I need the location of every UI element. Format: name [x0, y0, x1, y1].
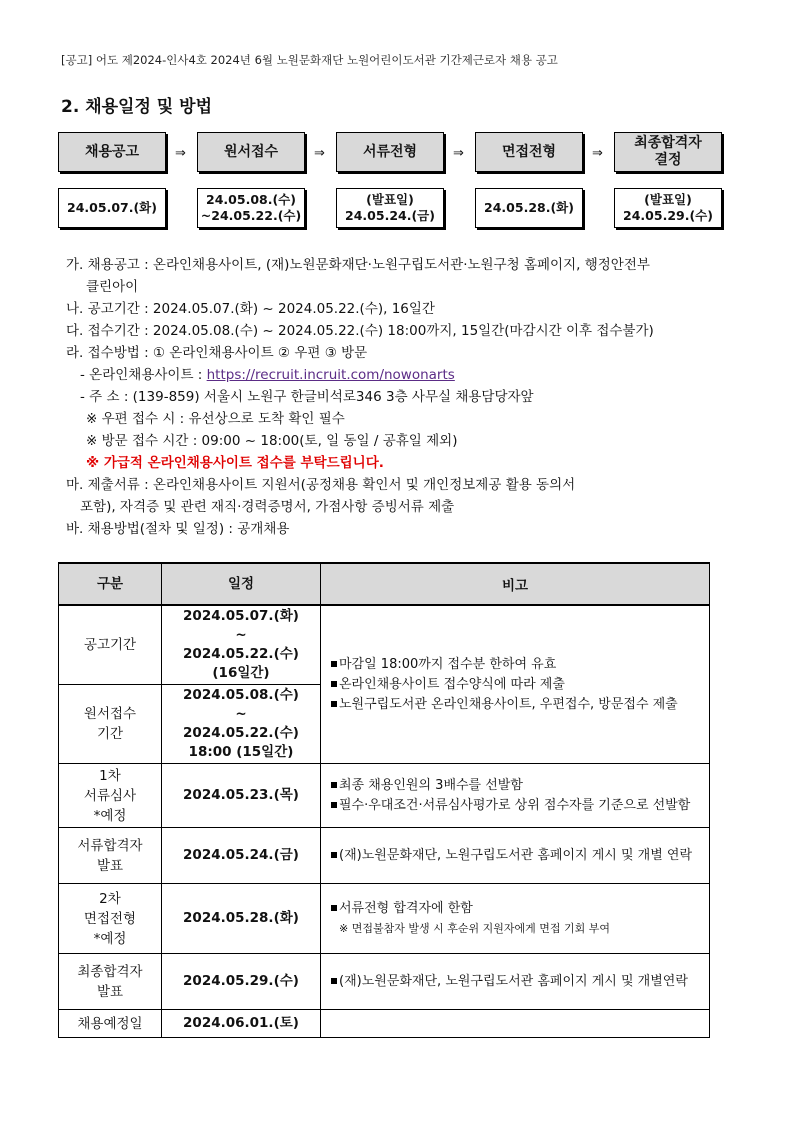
flow-arrow-3: ⇒ [453, 146, 464, 161]
bullet-icon [331, 978, 337, 984]
row-remarks [321, 605, 710, 764]
table-row [59, 828, 710, 884]
remark-text: (재)노원문화재단, 노원구립도서관 홈페이지 게시 및 개별연락 [339, 973, 688, 989]
row-remarks [321, 954, 710, 1010]
category-text: 최종합격자 [77, 963, 143, 980]
table-row [59, 1010, 710, 1038]
category-text: 면접전형 [83, 910, 137, 927]
category-text: 2차 [99, 890, 121, 907]
item-ba: 바. 채용방법(절차 및 일정) : 공개채용 [66, 521, 290, 537]
table-row [59, 605, 710, 685]
process-flow [58, 132, 723, 232]
bullet-icon [331, 782, 337, 788]
bullet-icon [331, 852, 337, 858]
row-category [59, 685, 162, 764]
flow-step-5: 최종합격자 결정 [614, 132, 722, 172]
bullet-icon [331, 701, 337, 707]
remark-line [331, 899, 708, 919]
online-label: - 온라인채용사이트 : [80, 367, 207, 383]
row-category [59, 764, 162, 828]
row-schedule: 2024.05.29.(수) [162, 954, 321, 1010]
remark-text: 노원구립도서관 온라인채용사이트, 우편접수, 방문접수 제출 [339, 696, 678, 712]
category-text: 1차 [99, 767, 121, 784]
sched-line: ~ [235, 706, 247, 722]
flow-step-4: 면접전형 [475, 132, 583, 172]
remark-text: 최종 채용인원의 3배수를 선발함 [339, 777, 523, 793]
item-ga: 가. 채용공고 : 온라인채용사이트, (재)노원문화재단·노원구립도서관·노원구청 홈페이지, 행정안전부 [66, 257, 650, 273]
header-category: 구분 [59, 563, 162, 605]
category-text: *예정 [93, 807, 127, 824]
item-ra: 라. 접수방법 : ① 온라인채용사이트 ② 우편 ③ 방문 [66, 345, 368, 361]
row-category [59, 884, 162, 954]
bullet-icon [331, 681, 337, 687]
category-text: 기간 [96, 726, 124, 742]
sched-line: ~ [235, 627, 247, 643]
category-text: 원서접수 [83, 706, 137, 722]
flow-date-1: 24.05.07.(화) [58, 188, 166, 228]
remark-line [331, 796, 708, 816]
remark-text: 온라인채용사이트 접수양식에 따라 제출 [339, 676, 565, 692]
item-da: 다. 접수기간 : 2024.05.08.(수) ~ 2024.05.22.(수) 18:00까지, 15일간(마감시간 이후 접수불가) [66, 323, 654, 339]
header-schedule: 일정 [162, 563, 321, 605]
table-row [59, 884, 710, 954]
row-schedule [162, 685, 321, 764]
row-category [59, 828, 162, 884]
item-ra-online [66, 364, 746, 386]
table-row [59, 764, 710, 828]
remark-text: 마감일 18:00까지 접수분 한하여 유효 [339, 656, 557, 672]
header-remarks: 비고 [321, 563, 710, 605]
row-schedule: 2024.05.23.(목) [162, 764, 321, 828]
flow-arrow-4: ⇒ [592, 146, 603, 161]
remark-line [331, 675, 708, 695]
bullet-icon [331, 905, 337, 911]
category-text: *예정 [93, 930, 127, 947]
flow-arrow-2: ⇒ [314, 146, 325, 161]
section-title: 2. 채용일정 및 방법 [61, 97, 212, 117]
item-na: 나. 공고기간 : 2024.05.07.(화) ~ 2024.05.22.(수), 16일간 [66, 301, 435, 317]
row-schedule [162, 605, 321, 685]
sched-line: 2024.05.22.(수) [183, 725, 299, 741]
category-text: 공고기간 [83, 637, 137, 653]
row-remarks [321, 764, 710, 828]
row-remarks [321, 1010, 710, 1038]
item-ma-cont: 포함), 자격증 및 관련 재직·경력증명서, 가점사항 증빙서류 제출 [80, 499, 455, 515]
bullet-icon [331, 802, 337, 808]
flow-date-3: (발표일) 24.05.24.(금) [336, 188, 444, 228]
sched-line: 2024.05.07.(화) [183, 608, 299, 624]
row-schedule: 2024.05.28.(화) [162, 884, 321, 954]
flow-date-5: (발표일) 24.05.29.(수) [614, 188, 722, 228]
flow-step-2: 원서접수 [197, 132, 305, 172]
sched-line: 2024.05.08.(수) [183, 687, 299, 703]
item-ma: 마. 제출서류 : 온라인채용사이트 지원서(공정채용 확인서 및 개인정보제공 활용 동의서 [66, 477, 576, 493]
note-visit: ※ 방문 접수 시간 : 09:00 ~ 18:00(토, 일 동일 / 공휴일 제외) [86, 433, 458, 449]
row-category [59, 605, 162, 685]
sched-line: 2024.05.22.(수) [183, 646, 299, 662]
flow-step-3: 서류전형 [336, 132, 444, 172]
remark-text: 필수·우대조건·서류심사평가로 상위 점수자를 기준으로 선발함 [339, 797, 691, 813]
category-text: 발표 [96, 857, 124, 874]
note-online-request: ※ 가급적 온라인채용사이트 접수를 부탁드립니다. [86, 455, 384, 471]
remark-line [331, 695, 708, 715]
table-row [59, 954, 710, 1010]
flow-step-1: 채용공고 [58, 132, 166, 172]
category-text: 서류심사 [83, 787, 137, 804]
item-ga-cont: 클린아이 [86, 279, 139, 295]
document-header: [공고] 어도 제2024-인사4호 2024년 6월 노원문화재단 노원어린이도서관 기간제근로자 채용 공고 [61, 53, 558, 67]
sched-line: (16일간) [212, 665, 270, 681]
row-remarks [321, 828, 710, 884]
remark-line [331, 776, 708, 796]
category-text: 발표 [96, 983, 124, 1000]
flow-date-2: 24.05.08.(수) ~24.05.22.(수) [197, 188, 305, 228]
note-mail: ※ 우편 접수 시 : 유선상으로 도착 확인 필수 [86, 411, 345, 427]
flow-arrow-1: ⇒ [175, 146, 186, 161]
remark-text: 서류전형 합격자에 한함 [339, 900, 473, 916]
flow-date-4: 24.05.28.(화) [475, 188, 583, 228]
row-category: 채용예정일 [59, 1010, 162, 1038]
recruitment-details [66, 254, 746, 540]
schedule-table [58, 562, 710, 1038]
category-text: 서류합격자 [77, 837, 143, 854]
remark-subnote: ※ 면접불참자 발생 시 후순위 지원자에게 면접 기회 부여 [339, 921, 610, 935]
sched-line: 18:00 (15일간) [188, 744, 294, 760]
row-schedule: 2024.06.01.(토) [162, 1010, 321, 1038]
row-schedule: 2024.05.24.(금) [162, 828, 321, 884]
item-ra-address: - 주 소 : (139-859) 서울시 노원구 한글비석로346 3층 사무실 채용담당자앞 [80, 389, 534, 405]
row-category [59, 954, 162, 1010]
recruit-link[interactable]: https://recruit.incruit.com/nowonarts [206, 367, 455, 383]
bullet-icon [331, 661, 337, 667]
remark-line [331, 655, 708, 675]
row-remarks [321, 884, 710, 954]
remark-text: (재)노원문화재단, 노원구립도서관 홈페이지 게시 및 개별 연락 [339, 847, 693, 863]
